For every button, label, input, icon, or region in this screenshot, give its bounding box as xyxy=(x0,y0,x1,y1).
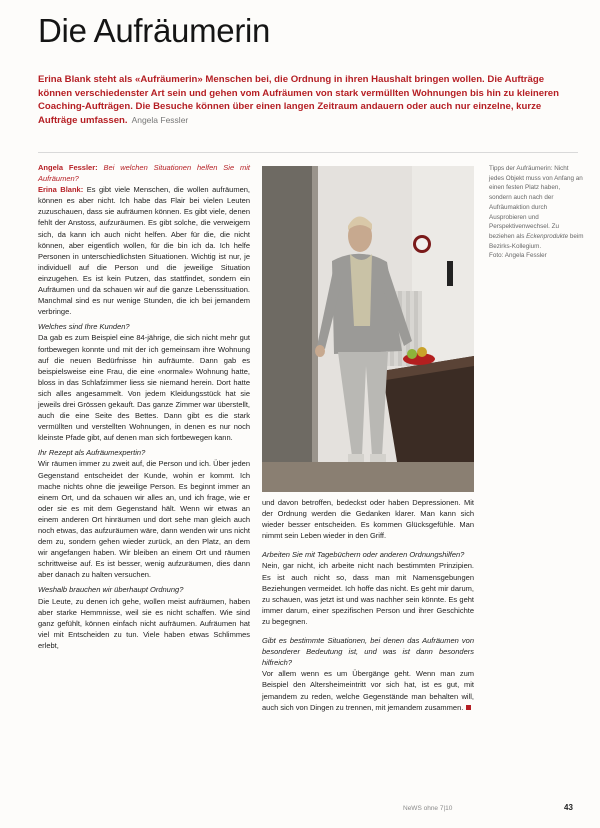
answer-3: Wir räumen immer zu zweit auf, die Person und ich. Über jeden Gegenstand entscheidet der Kunde, wohin er kommt. Ich mache nichts ohne die jeweilige Person. Es beginnt immer an einem Ort, und da schauen wir alles an, und ich frage, wie er oder sie es mit dem Gegenstand hält. Wenn wir etwas an einem anderen Ort hinräumen und dort sehe man gleich auch noch etwas, das aufzuräumen wäre, dann wenden wir uns nicht dem zu, sondern gehen wieder zurück, an den Platz, an dem wir angefangen haben. Wir bleiben an einem Ort und räumen schrittweise auf. Es ist besser, wenig aufzuräumen, dies dann aber danach zu halten versuchen. xyxy=(38,459,250,580)
lead-text: Erina Blank steht als «Aufräumerin» Menschen bei, die Ordnung in ihren Haushalt bringen wollen. Die Aufträge können verschiedenster Art sein und gehen vom Aufräumen von stark vermüllten Wohnungen bis hin zu kleineren Coaching-Aufträgen. Die Besuche können über einen langen Zeitraum andauern oder auch nur einzelne, kurze Aufträge umfassen. xyxy=(38,74,560,126)
answer-1: Erina Blank: Es gibt viele Menschen, die wollen aufräumen, können es aber nicht. Ich habe das Flair bei vielen Leuten zuzuschauen, dass sie aufräumen können. Es gibt viele, denen fehlt der Anstoss, aufzuräumen. Es gibt solche, die verweigern sich, da kann ich auch nicht helfen. Aber für die, die nicht können, aber eigentlich wollen, für die bin ich da. Ich helfe Personen in unterschiedlichsten Situationen. Wichtig ist nur, je individuell auf die Person und die jeweilige Situation einzugehen. Es ist kein Putzen, das stattfindet, sondern ein Aufräumen und da schauen wir auf die ganze Lebenssituation. Manchmal sind es nur wenige Stunden, die ich bei jemandem verbringe. xyxy=(38,185,251,317)
photo-credit: Foto: Angela Fessler xyxy=(489,252,547,260)
question-5: Arbeiten Sie mit Tagebüchern oder anderen Ordnungshilfen? xyxy=(262,550,465,560)
article-lead xyxy=(38,73,578,127)
photo-illustration xyxy=(262,166,474,492)
column-2 xyxy=(262,497,474,713)
photo-caption: Tipps der Aufräumerin: Nicht jedes Objekt muss von Anfang an einen festen Platz haben, sondern auch nach der Aufräumaktion durch Ausprobieren und Perspektivenwechsel. Zu beziehen als Eckenprodukte beim Bezirks-Kollegium. Foto: Angela Fessler xyxy=(489,165,584,260)
question-2: Welches sind Ihre Kunden? xyxy=(38,322,130,332)
question-1: Angela Fessler: Bei welchen Situationen helfen Sie mit Aufräumen? xyxy=(38,163,250,184)
question-6: Gibt es bestimmte Situationen, bei denen das Aufräumen von besonderer Bedeutung ist, und was ist dann besonders hilfreich? xyxy=(262,636,474,668)
article-title: Die Aufräumerin xyxy=(38,12,271,49)
end-mark-icon xyxy=(466,705,471,710)
separator-rule xyxy=(38,152,578,153)
answer-6: Vor allem wenn es um Übergänge geht. Wenn man zum Beispiel den Altersheimeintritt vor sich hat, ist es gut, mit jemandem zu reden, welche Gegenstände man behalten will, auch sich von Dingen zu trennen, mit jemandem zusammen. xyxy=(262,669,474,712)
magazine-footer: NeWS ohne 7|10 xyxy=(403,805,453,812)
question-4: Weshalb brauchen wir überhaupt Ordnung? xyxy=(38,585,184,595)
lead-author: Angela Fessler xyxy=(131,114,189,125)
column-1 xyxy=(38,162,250,651)
answer-2: Da gab es zum Beispiel eine 84-jährige, die sich nicht mehr gut fortbewegen konnte und mit der ich gemeinsam ihre Wohnung auf die neuen Bedürfnisse hin aufräumte. Dann gab es beispielsweise eine Frau, die eine «normale» Wohnung hatte, bloss in das Schlafzimmer liess sie niemand herein. Dort hatte sich alles angesammelt. Von jedem Kleidungsstück hat sie jeweils drei Grössen gekauft. Das ganze Zimmer war überstellt, auch die eine Seite des Bettes. Dann gibt es die stark vermüllten und verstellten Wohnungen, in denen es nur noch kleinste Pfade gibt, auf denen man sich fortbewegen kann. xyxy=(38,333,250,443)
answer-5: Nein, gar nicht, ich arbeite nicht nach bestimmten Prinzipien. Es ist auch nicht so, dass man mit Namensgebungen Beziehungen vermeidet. Ich hoffe das nicht. Es geht mir darum, zu schauen, was jetzt ist und was nachher sein könnte. Es geht immer darum, einer spezifischen Person und ihrer Geschichte zu begegnen. xyxy=(262,561,474,626)
question-3: Ihr Rezept als Aufräumexpertin? xyxy=(38,448,146,458)
answer-4-continued: und davon betroffen, bedeckst oder haben Depressionen. Mit der Ordnung werden die Gedanken klarer. Man kann sich wieder besser entscheiden. Es kommen Glücksgefühle. Man nimmt sein Leben wieder in den Griff. xyxy=(262,498,474,541)
answer-4: Die Leute, zu denen ich gehe, wollen meist aufräumen, haben aber starke Hemmnisse, weil sie es nicht schaffen. Wie sind ganz gefühlt, können einfach nicht aufräumen. Aufräumen hat viel mit Entscheiden zu tun. Viele haben etwas Schlimmes erlebt, xyxy=(38,596,250,650)
article-photo xyxy=(262,166,474,492)
page-number: 43 xyxy=(564,803,573,812)
